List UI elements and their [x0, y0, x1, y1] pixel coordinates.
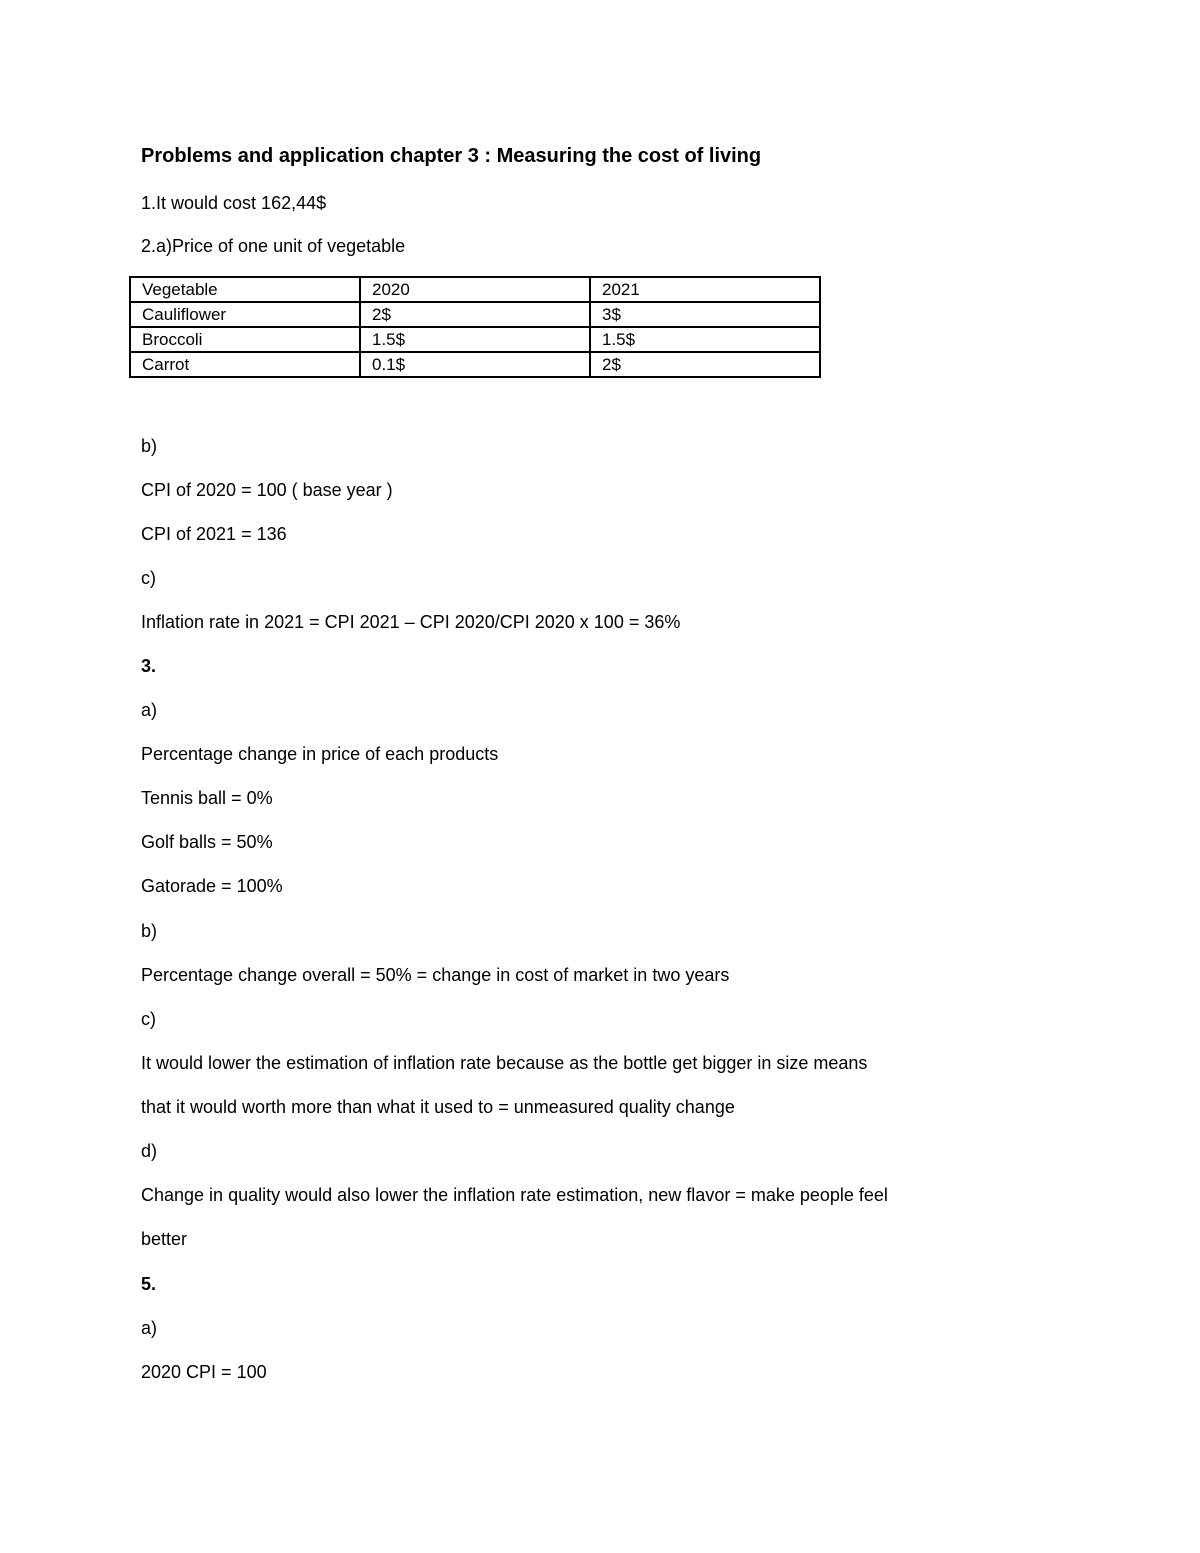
- answer-3a-line: Gatorade = 100%: [141, 876, 283, 896]
- question-3-label: 3.: [141, 656, 157, 676]
- answer-3c-line: that it would worth more than what it used to = unmeasured quality change: [141, 1097, 735, 1117]
- table-cell: Cauliflower: [130, 302, 360, 327]
- table-cell: 1.5$: [590, 327, 820, 352]
- answer-2b-line: CPI of 2021 = 136: [141, 524, 287, 544]
- table-row: [130, 352, 820, 377]
- table-cell: 1.5$: [360, 327, 590, 352]
- answer-2c-line: Inflation rate in 2021 = CPI 2021 – CPI 2020/CPI 2020 x 100 = 36%: [141, 612, 681, 632]
- answer-3c-line: It would lower the estimation of inflation rate because as the bottle get bigger in size means: [141, 1053, 868, 1073]
- answer-3b-label: b): [141, 921, 158, 941]
- answer-3b-line: Percentage change overall = 50% = change in cost of market in two years: [141, 965, 730, 985]
- table-header-cell: Vegetable: [130, 277, 360, 302]
- table-row: [130, 302, 820, 327]
- table-cell: Broccoli: [130, 327, 360, 352]
- answer-3a-line: Golf balls = 50%: [141, 832, 273, 852]
- question-5-label: 5.: [141, 1274, 157, 1294]
- page-title: Problems and application chapter 3 : Measuring the cost of living: [141, 145, 762, 167]
- answer-3c-label: c): [141, 1009, 156, 1029]
- vegetable-price-table: [129, 276, 821, 378]
- answer-2c-label: c): [141, 568, 156, 588]
- table-cell: Carrot: [130, 352, 360, 377]
- table-header-cell: 2021: [590, 277, 820, 302]
- answer-2b-label: b): [141, 436, 158, 456]
- answer-3d-line: Change in quality would also lower the inflation rate estimation, new flavor = make people feel: [141, 1185, 888, 1205]
- answer-3a-label: a): [141, 700, 158, 720]
- answer-2b-line: CPI of 2020 = 100 ( base year ): [141, 480, 393, 500]
- table-cell: 3$: [590, 302, 820, 327]
- answer-1: 1.It would cost 162,44$: [141, 193, 327, 213]
- table-header-cell: 2020: [360, 277, 590, 302]
- table-cell: 2$: [360, 302, 590, 327]
- answer-3a-line: Percentage change in price of each products: [141, 744, 499, 764]
- answer-3a-line: Tennis ball = 0%: [141, 788, 273, 808]
- answer-3d-label: d): [141, 1141, 158, 1161]
- table-header-row: [130, 277, 820, 302]
- answer-5a-label: a): [141, 1318, 158, 1338]
- table-cell: 0.1$: [360, 352, 590, 377]
- answer-5a-line: 2020 CPI = 100: [141, 1362, 267, 1382]
- answer-2a-heading: 2.a)Price of one unit of vegetable: [141, 236, 406, 256]
- answer-3d-line: better: [141, 1229, 188, 1249]
- table-row: [130, 327, 820, 352]
- table-cell: 2$: [590, 352, 820, 377]
